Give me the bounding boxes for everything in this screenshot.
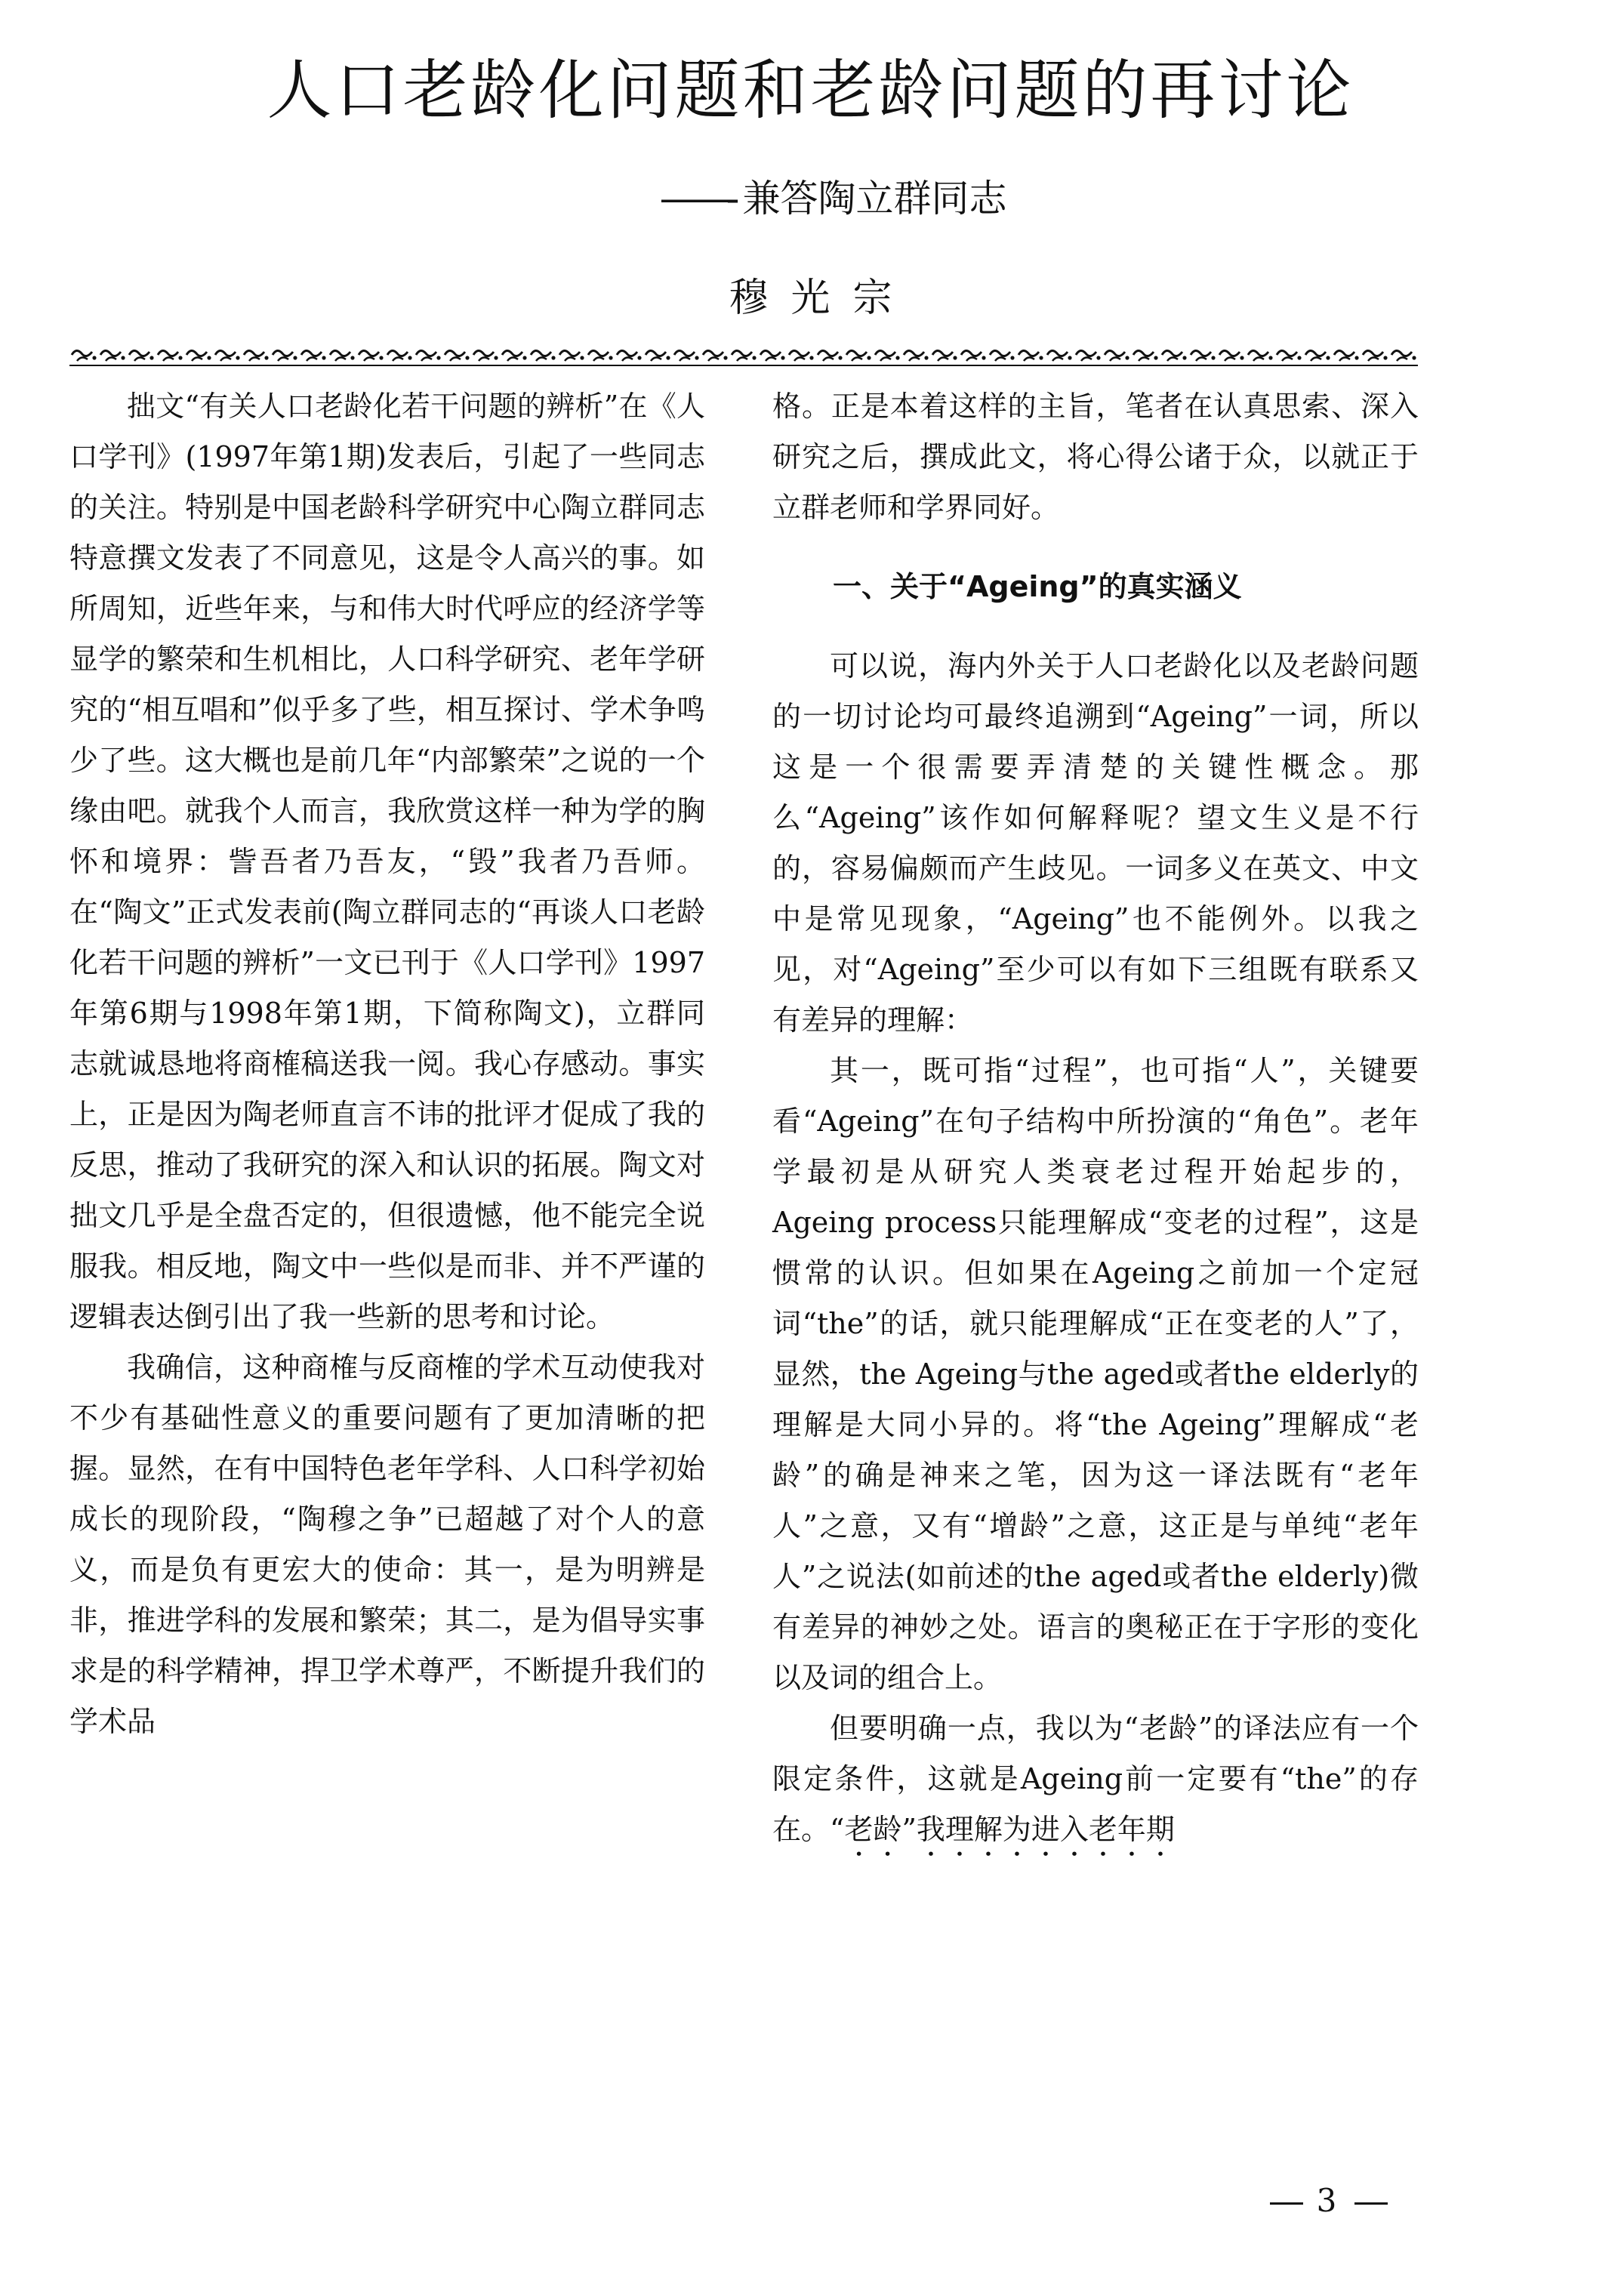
- paragraph: [772, 1703, 1419, 1863]
- paragraph: 其一，既可指“过程”，也可指“人”，关键要看“Ageing”在句子结构中所扮演的“角色”。老年学最初是从研究人类衰老过程开始起步的，Ageing process只能理解成“变老的过程”，这是惯常的认识。但如果在Ageing之前加一个定冠词“the”的话，就只能理解成“正在变老的人”了，显然，the Ageing与the aged或者the elderly的理解是大同小异的。将“the Ageing”理解成“老龄”的确是神来之笔，因为这一译法既有“老年人”之意，又有“增龄”之意，这正是与单纯“老年人”之说法(如前述的the aged或者the elderly)微有差异的神妙之处。语言的奥秘正在于字形的变化以及词的组合上。: [772, 1054, 1419, 1694]
- article-title: 人口老龄化问题和老龄问题的再讨论: [267, 53, 1354, 128]
- subtitle-text: 兼答陶立群同志: [742, 177, 1007, 220]
- paragraph-lead: 但要明确一点，我以为“老龄”的译法应有一个限定条件，这就是Ageing前一定要有“the”的存在。: [772, 1712, 1419, 1846]
- subtitle-dash: ——-: [659, 177, 735, 220]
- left-column: [69, 381, 705, 1747]
- paragraph: 可以说，海内外关于人口老龄化以及老龄问题的一切讨论均可最终追溯到“Ageing”一词，所以这是一个很需要弄清楚的关键性概念。那么“Ageing”该作如何解释呢？望文生义是不行的，容易偏颇而产生歧见。一词多义在英文、中文中是常见现象，“Ageing”也不能例外。以我之见，对“Ageing”至少可以有如下三组既有联系又有差异的理解：: [772, 649, 1419, 1037]
- paragraph: 我确信，这种商榷与反商榷的学术互动使我对不少有基础性意义的重要问题有了更加清晰的把握。显然，在有中国特色老年学科、人口科学初始成长的现阶段，“陶穆之争”已超越了对个人的意义，而是负有更宏大的使命：其一，是为明辨是非，推进学科的发展和繁荣；其二，是为倡导实事求是的科学精神，捍卫学术尊严，不断提升我们的学术品: [69, 1351, 705, 1738]
- right-column: [772, 381, 1419, 1863]
- article-subtitle: [0, 172, 1621, 225]
- ornamental-divider: [69, 344, 1418, 367]
- paragraph-continuation: 格。正是本着这样的主旨，笔者在认真思索、深入研究之后，撰成此文，将心得公诸于众，以就正于立群老师和学界同好。: [772, 390, 1419, 524]
- emphasized-text: “老龄”我理解为进入老年期: [830, 1813, 1175, 1846]
- section-heading: 一、关于“Ageing”的真实涵义: [833, 570, 1242, 603]
- paragraph: 拙文“有关人口老龄化若干问题的辨析”在《人口学刊》(1997年第1期)发表后，引起了一些同志的关注。特别是中国老龄科学研究中心陶立群同志特意撰文发表了不同意见，这是令人高兴的事。如所周知，近些年来，与和伟大时代呼应的经济学等显学的繁荣和生机相比，人口科学研究、老年学研究的“相互唱和”似乎多了些，相互探讨、学术争鸣少了些。这大概也是前几年“内部繁荣”之说的一个缘由吧。就我个人而言，我欣赏这样一种为学的胸怀和境界：訾吾者乃吾友，“毁”我者乃吾师。在“陶文”正式发表前(陶立群同志的“再谈人口老龄化若干问题的辨析”一文已刊于《人口学刊》1997年第6期与1998年第1期，下简称陶文)，立群同志就诚恳地将商榷稿送我一阅。我心存感动。事实上，正是因为陶老师直言不讳的批评才促成了我的反思，推动了我研究的深入和认识的拓展。陶文对拙文几乎是全盘否定的，但很遗憾，他不能完全说服我。相反地，陶文中一些似是而非、并不严谨的逻辑表达倒引出了我一些新的思考和讨论。: [69, 390, 705, 1333]
- author-name: 穆光宗: [729, 276, 915, 321]
- page-number: 3: [1238, 2182, 1419, 2219]
